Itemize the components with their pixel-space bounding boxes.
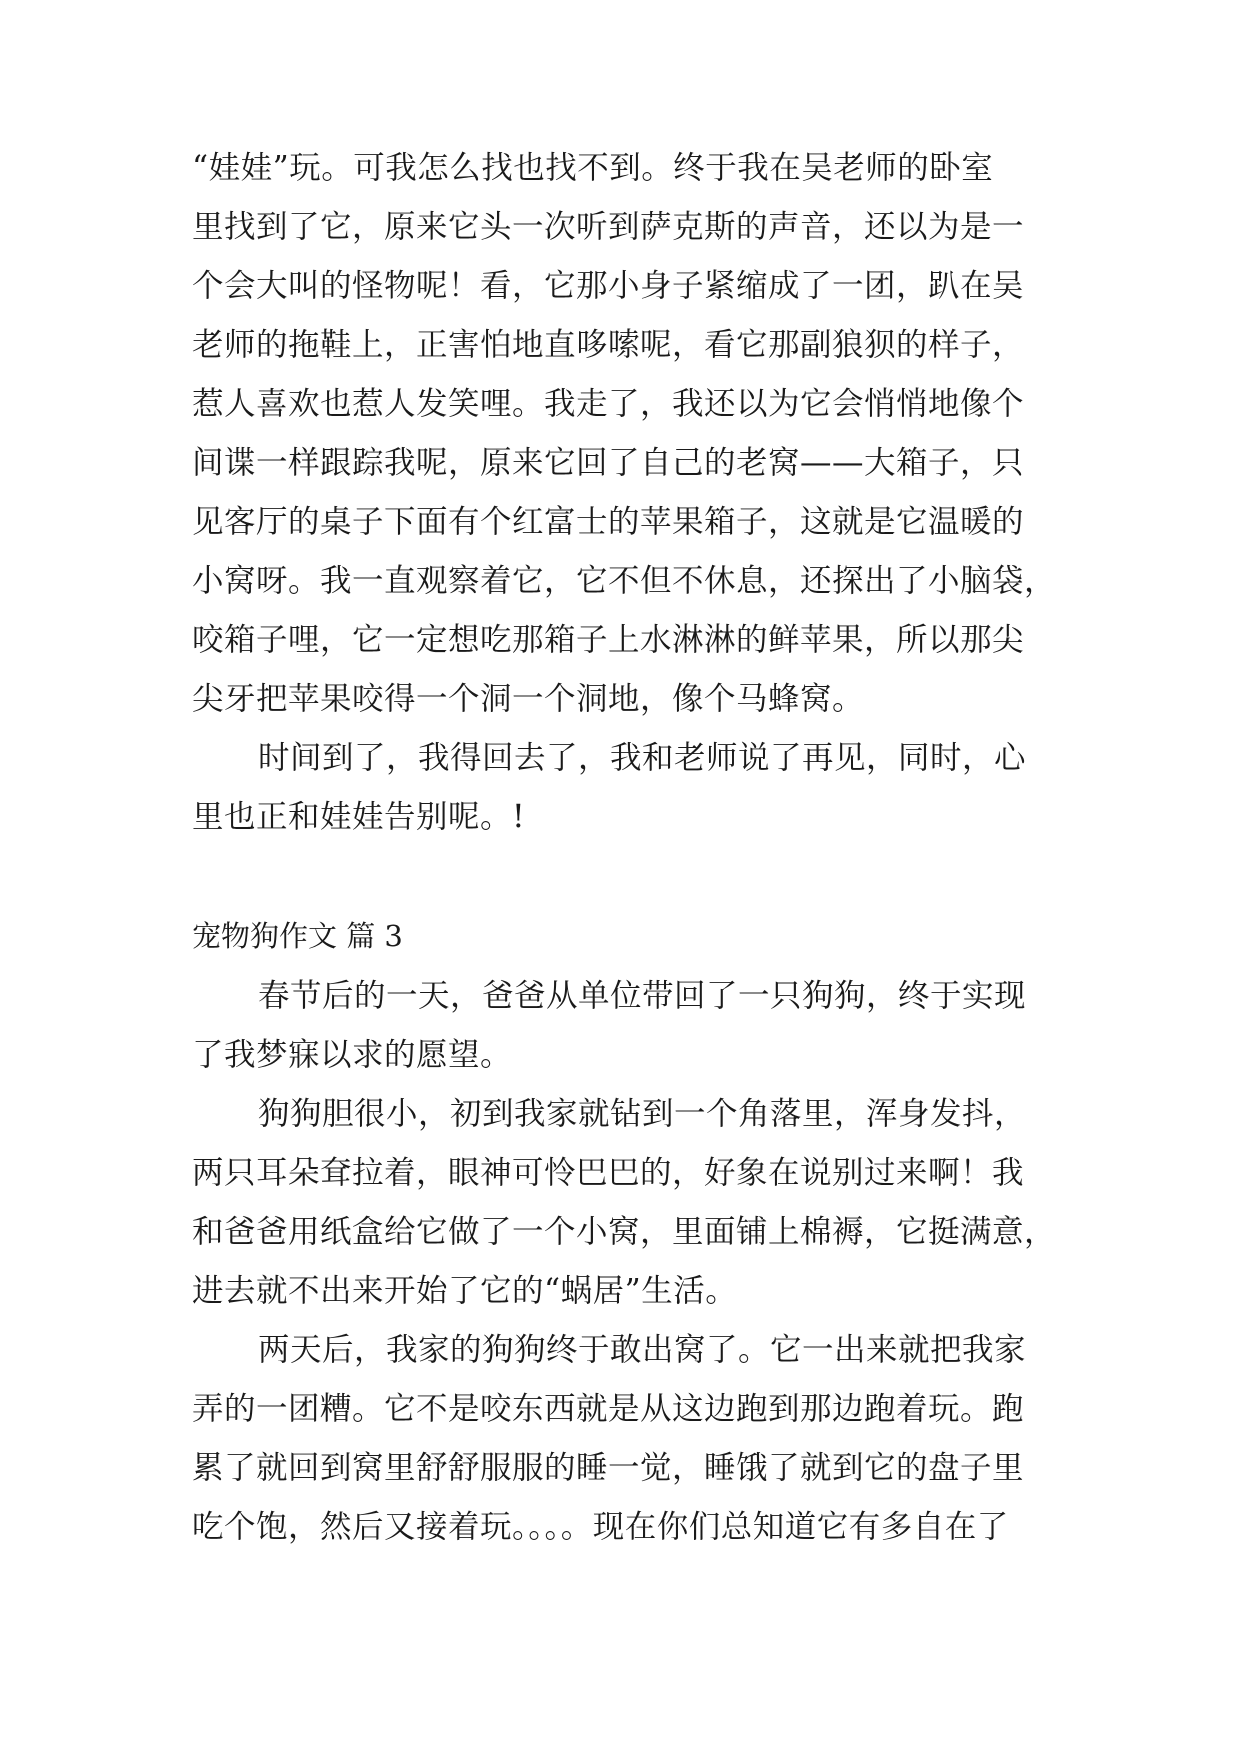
paragraph-intro [192, 967, 1050, 1085]
text-line: 了我梦寐以求的愿望。 [192, 1037, 513, 1073]
text-line: 尖牙把苹果咬得一个洞一个洞地，像个马蜂窝。 [192, 681, 865, 717]
text-line: 咬箱子哩，它一定想吃那箱子上水淋淋的鲜苹果，所以那尖 [192, 622, 1025, 658]
text-line: 小窝呀。我一直观察着它，它不但不休息，还探出了小脑袋， [192, 563, 1057, 599]
text-line: 进去就不出来开始了它的“蜗居”生活。 [192, 1273, 738, 1309]
paragraph-timid-dog [192, 1085, 1057, 1321]
paragraph-continuation [192, 139, 1057, 729]
paragraph-farewell [192, 729, 1050, 847]
text-line: 见客厅的桌子下面有个红富士的苹果箱子，这就是它温暖的 [192, 504, 1025, 540]
text-line: 吃个饱，然后又接着玩。。。。现在你们总知道它有多自在了 [192, 1509, 1009, 1545]
paragraph-dog-out [192, 1321, 1050, 1557]
text-line: 春节后的一天，爸爸从单位带回了一只狗狗，终于实现 [258, 978, 1027, 1014]
essay-heading: 宠物狗作文 篇 3 [192, 919, 403, 953]
section-heading [192, 907, 1050, 966]
text-line: 两只耳朵耷拉着，眼神可怜巴巴的，好象在说别过来啊！我 [192, 1155, 1025, 1191]
text-line: 狗狗胆很小，初到我家就钻到一个角落里，浑身发抖， [258, 1096, 1027, 1132]
text-line: “娃娃”玩。可我怎么找也找不到。终于我在吴老师的卧室 [192, 150, 994, 186]
text-line: 里也正和娃娃告别呢。! [192, 799, 526, 835]
text-line: 两天后，我家的狗狗终于敢出窝了。它一出来就把我家 [258, 1332, 1027, 1368]
text-line: 个会大叫的怪物呢！看，它那小身子紧缩成了一团，趴在吴 [192, 268, 1025, 304]
text-line: 里找到了它，原来它头一次听到萨克斯的声音，还以为是一 [192, 209, 1025, 245]
text-line: 弄的一团糟。它不是咬东西就是从这边跑到那边跑着玩。跑 [192, 1391, 1025, 1427]
text-line: 惹人喜欢也惹人发笑哩。我走了，我还以为它会悄悄地像个 [192, 386, 1025, 422]
text-line: 时间到了，我得回去了，我和老师说了再见，同时，心 [258, 740, 1027, 776]
text-line: 老师的拖鞋上，正害怕地直哆嗦呢，看它那副狼狈的样子， [192, 327, 1025, 363]
text-line: 和爸爸用纸盒给它做了一个小窝，里面铺上棉褥，它挺满意， [192, 1214, 1057, 1250]
text-line: 累了就回到窝里舒舒服服的睡一觉，睡饿了就到它的盘子里 [192, 1450, 1025, 1486]
text-line: 间谍一样跟踪我呢，原来它回了自己的老窝——大箱子，只 [192, 445, 1025, 481]
